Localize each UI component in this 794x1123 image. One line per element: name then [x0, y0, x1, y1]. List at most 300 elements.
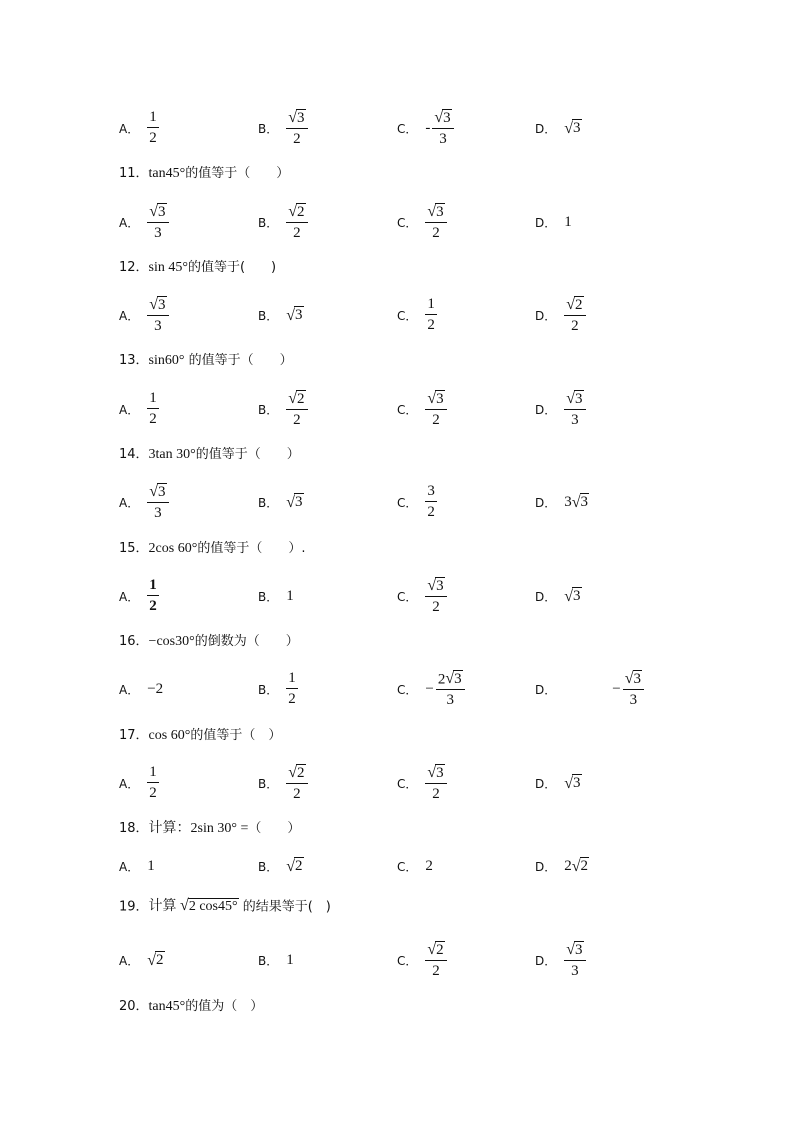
- denominator: 2: [571, 318, 579, 335]
- radical-sign-icon: √: [286, 306, 296, 324]
- radical-sign-icon: √: [288, 109, 298, 127]
- option-value: [147, 578, 159, 614]
- answer-option[interactable]: [119, 200, 169, 244]
- option-row: [0, 480, 794, 524]
- coefficient: 3: [564, 493, 572, 510]
- option-label: C．: [397, 308, 418, 323]
- answer-option[interactable]: [119, 387, 159, 431]
- answer-option[interactable]: [119, 480, 169, 524]
- square-root: [286, 306, 303, 324]
- question-stem: [119, 446, 300, 464]
- numerator: [425, 390, 446, 411]
- radicand: 2: [580, 858, 589, 875]
- denominator: 3: [154, 505, 162, 522]
- question-stem: [119, 633, 299, 651]
- answer-option[interactable]: [119, 667, 163, 711]
- option-value: [286, 671, 298, 707]
- denominator: 2: [432, 225, 440, 242]
- numerator: [436, 670, 465, 691]
- denominator: 3: [629, 692, 638, 709]
- radicand: 3: [297, 109, 305, 126]
- radical-sign-icon: √: [434, 109, 444, 127]
- option-value: [147, 951, 164, 969]
- denominator: 2: [293, 786, 301, 803]
- square-root: [564, 774, 581, 792]
- option-row: [0, 574, 794, 618]
- numerator: [286, 764, 307, 785]
- option-value: [286, 764, 307, 803]
- option-value: 1: [147, 857, 155, 874]
- square-root: [566, 296, 583, 314]
- denominator: 3: [571, 963, 579, 980]
- option-value: [147, 110, 159, 146]
- denominator: 2: [149, 785, 157, 801]
- denominator: 2: [149, 411, 157, 427]
- answer-option[interactable]: [535, 293, 586, 337]
- question-number: 14．: [119, 447, 149, 462]
- radical-sign-icon: √: [566, 390, 576, 408]
- answer-option[interactable]: [397, 761, 447, 805]
- radical-sign-icon: √: [288, 203, 298, 221]
- numerator: [425, 941, 446, 962]
- square-root: [427, 390, 444, 408]
- square-root: [566, 941, 583, 959]
- radicand: 2: [297, 390, 305, 407]
- option-value: [425, 484, 437, 520]
- option-label: C．: [397, 589, 418, 604]
- question-stem: [119, 259, 276, 277]
- radicand: 3: [295, 307, 303, 324]
- square-root: [286, 857, 303, 875]
- radical-sign-icon: √: [180, 897, 189, 915]
- coefficient: 计算: [148, 899, 181, 915]
- question-stem: [119, 998, 263, 1016]
- question-expression: tan45°: [148, 999, 186, 1014]
- radical-sign-icon: √: [149, 296, 158, 314]
- numerator: 1: [147, 110, 159, 128]
- answer-option[interactable]: [535, 844, 589, 888]
- option-value: [425, 203, 446, 242]
- option-label: C．: [397, 495, 418, 510]
- option-label: A．: [119, 402, 140, 417]
- numerator: [286, 390, 307, 411]
- question-text: 的值等于（ ）: [185, 166, 290, 181]
- option-label: C．: [397, 121, 418, 136]
- answer-option[interactable]: [535, 480, 589, 524]
- fraction: [286, 390, 307, 429]
- fraction: [564, 941, 585, 980]
- option-value: [147, 765, 159, 801]
- question-stem: [119, 727, 281, 745]
- numerator: [286, 109, 307, 130]
- option-value: −2: [147, 680, 164, 697]
- option-value: [564, 390, 585, 429]
- square-root: [286, 493, 303, 511]
- numerator: [432, 109, 453, 130]
- fraction: [147, 391, 159, 427]
- option-label: B．: [258, 953, 279, 968]
- question-stem: [119, 820, 300, 838]
- question-text: 的值等于（ ）: [195, 447, 300, 462]
- radicand: 2: [295, 858, 303, 875]
- denominator: 3: [571, 412, 579, 429]
- radical-sign-icon: √: [147, 951, 156, 969]
- square-root: [572, 493, 589, 511]
- option-row: [0, 938, 794, 982]
- fraction: [425, 297, 437, 333]
- option-label: A．: [119, 215, 140, 230]
- fraction: [425, 390, 446, 429]
- fraction: [147, 110, 159, 146]
- square-root: [445, 670, 462, 688]
- option-value: [564, 493, 589, 511]
- question-text: 的结果等于( ): [238, 899, 331, 915]
- question-text: （ ）: [248, 821, 301, 836]
- radicand: 2 cos45°: [188, 899, 238, 914]
- option-label: D．: [535, 682, 557, 697]
- option-value: [286, 493, 303, 511]
- sign: −: [425, 680, 434, 697]
- square-root: [427, 203, 444, 221]
- denominator: 2: [149, 130, 157, 146]
- answer-option[interactable]: [119, 106, 159, 150]
- option-label: B．: [258, 589, 279, 604]
- option-value: [612, 670, 644, 709]
- answer-option[interactable]: [258, 667, 298, 711]
- answer-option[interactable]: [397, 844, 433, 888]
- fraction: [425, 484, 437, 520]
- radical-sign-icon: √: [288, 390, 298, 408]
- radicand: 3: [573, 775, 581, 792]
- question-number: 19．: [119, 899, 149, 915]
- option-label: C．: [397, 682, 418, 697]
- option-label: A．: [119, 953, 140, 968]
- option-label: D．: [535, 495, 557, 510]
- radicand: 2: [156, 952, 164, 969]
- answer-option[interactable]: [397, 574, 447, 618]
- option-label: B．: [258, 776, 279, 791]
- sign: -: [425, 119, 431, 136]
- option-value: [425, 764, 446, 803]
- question-text: 的值等于（ ）.: [197, 541, 306, 556]
- question-expression: tan45°: [148, 166, 186, 181]
- option-label: D．: [535, 121, 557, 136]
- fraction: [147, 765, 159, 801]
- option-value: [564, 587, 581, 605]
- radical-sign-icon: √: [564, 587, 574, 605]
- square-root: [180, 898, 239, 914]
- option-label: C．: [397, 859, 418, 874]
- radical-sign-icon: √: [564, 774, 574, 792]
- radicand: 3: [436, 577, 444, 594]
- option-value: 1: [286, 587, 294, 604]
- option-label: A．: [119, 495, 140, 510]
- answer-option[interactable]: [258, 293, 304, 337]
- option-label: D．: [535, 953, 557, 968]
- option-label: B．: [258, 121, 279, 136]
- denominator: 2: [432, 412, 440, 429]
- option-label: B．: [258, 402, 279, 417]
- answer-option[interactable]: [535, 761, 582, 805]
- option-label: A．: [119, 308, 140, 323]
- sign: −: [612, 680, 621, 697]
- answer-option[interactable]: [258, 480, 304, 524]
- question-text: 的值等于（ ）: [184, 353, 293, 368]
- fraction: [147, 296, 168, 335]
- option-row: [0, 387, 794, 431]
- option-label: D．: [535, 308, 557, 323]
- option-label: A．: [119, 589, 140, 604]
- radicand: 2: [575, 296, 583, 313]
- fraction: [286, 109, 307, 148]
- numerator: 1: [147, 578, 159, 596]
- question-number: 18．: [119, 821, 149, 836]
- denominator: 2: [149, 598, 157, 614]
- answer-option[interactable]: [258, 761, 308, 805]
- square-root: [149, 483, 166, 501]
- question-expression: −cos30°: [148, 634, 195, 649]
- fraction: [623, 670, 644, 709]
- radicand: 3: [454, 670, 462, 687]
- question-expression: sin60°: [148, 353, 185, 368]
- question-number: 12．: [119, 260, 149, 275]
- radical-sign-icon: √: [149, 203, 158, 221]
- radicand: 3: [295, 494, 303, 511]
- denominator: 2: [293, 225, 301, 242]
- fraction: [147, 483, 168, 522]
- option-row: [0, 667, 794, 711]
- radicand: 3: [436, 764, 444, 781]
- answer-option[interactable]: [119, 938, 165, 982]
- option-label: B．: [258, 682, 279, 697]
- square-root: [288, 764, 305, 782]
- square-root: [149, 296, 166, 314]
- option-label: B．: [258, 215, 279, 230]
- numerator: 3: [425, 484, 437, 502]
- numerator: [147, 483, 168, 504]
- square-root: [427, 941, 444, 959]
- fraction: [286, 203, 307, 242]
- numerator: 1: [147, 765, 159, 783]
- answer-option[interactable]: [397, 106, 454, 150]
- fraction: [147, 203, 168, 242]
- answer-option[interactable]: [535, 106, 582, 150]
- question-expression: [149, 899, 239, 914]
- answer-option[interactable]: [397, 938, 447, 982]
- option-label: A．: [119, 682, 140, 697]
- question-text: 的值等于( ): [187, 260, 277, 275]
- denominator: 2: [432, 963, 440, 980]
- option-label: C．: [397, 776, 418, 791]
- numerator: 1: [425, 297, 437, 315]
- radical-sign-icon: √: [286, 857, 296, 875]
- answer-option[interactable]: [119, 293, 169, 337]
- radicand: 3: [633, 670, 641, 687]
- option-value: [286, 390, 307, 429]
- radical-sign-icon: √: [149, 483, 158, 501]
- option-label: B．: [258, 859, 279, 874]
- denominator: 3: [446, 692, 454, 709]
- question-stem: [119, 540, 305, 558]
- option-value: [147, 391, 159, 427]
- option-value: [425, 390, 446, 429]
- radicand: 3: [575, 941, 583, 958]
- fraction: [147, 578, 159, 614]
- square-root: [566, 390, 583, 408]
- radical-sign-icon: √: [445, 670, 455, 688]
- option-value: [564, 774, 581, 792]
- answer-option[interactable]: [119, 844, 155, 888]
- square-root: [625, 670, 642, 688]
- radical-sign-icon: √: [566, 296, 576, 314]
- option-label: C．: [397, 953, 418, 968]
- square-root: [147, 951, 164, 969]
- square-root: [572, 857, 589, 875]
- question-number: 17．: [119, 728, 149, 743]
- radicand: 3: [158, 203, 166, 220]
- option-row: [0, 761, 794, 805]
- radical-sign-icon: √: [566, 941, 576, 959]
- radical-sign-icon: √: [571, 493, 581, 511]
- option-label: B．: [258, 308, 279, 323]
- denominator: 2: [427, 504, 435, 520]
- option-label: D．: [535, 215, 557, 230]
- fraction: [432, 109, 453, 148]
- option-value: 1: [286, 951, 294, 968]
- option-value: [425, 109, 453, 148]
- square-root: [434, 109, 451, 127]
- radicand: 3: [575, 390, 583, 407]
- denominator: 3: [439, 131, 447, 148]
- option-label: D．: [535, 589, 557, 604]
- option-value: [425, 297, 437, 333]
- question-expression: 3tan 30°: [148, 447, 196, 462]
- option-label: A．: [119, 121, 140, 136]
- numerator: [147, 296, 168, 317]
- radicand: 3: [158, 483, 166, 500]
- option-label: C．: [397, 402, 418, 417]
- option-value: [425, 941, 446, 980]
- option-value: [564, 119, 581, 137]
- square-root: [427, 764, 444, 782]
- answer-option[interactable]: [258, 106, 308, 150]
- numerator: [147, 203, 168, 224]
- question-text: 的值为（ ）: [185, 999, 264, 1014]
- option-value: [147, 483, 168, 522]
- denominator: 2: [293, 412, 301, 429]
- radicand: 3: [573, 120, 581, 137]
- radicand: 3: [158, 296, 166, 313]
- question-text: 的值等于（ ）: [190, 728, 282, 743]
- radicand: 3: [443, 109, 451, 126]
- answer-option[interactable]: [535, 938, 586, 982]
- radical-sign-icon: √: [427, 941, 437, 959]
- option-value: [425, 670, 464, 709]
- fraction: [286, 671, 298, 707]
- denominator: 2: [293, 131, 301, 148]
- answer-option[interactable]: [535, 387, 586, 431]
- fraction: [564, 296, 585, 335]
- answer-option[interactable]: [535, 200, 572, 244]
- option-row: [0, 844, 794, 888]
- denominator: 2: [432, 786, 440, 803]
- question-expression: cos 60°: [148, 728, 191, 743]
- fraction: [564, 390, 585, 429]
- answer-option[interactable]: [119, 574, 159, 618]
- numerator: 1: [147, 391, 159, 409]
- answer-option[interactable]: [119, 761, 159, 805]
- answer-option[interactable]: [397, 667, 465, 711]
- option-value: [147, 203, 168, 242]
- radical-sign-icon: √: [427, 203, 437, 221]
- answer-option[interactable]: [258, 844, 304, 888]
- square-root: [564, 119, 581, 137]
- option-label: B．: [258, 495, 279, 510]
- radicand: 3: [573, 588, 581, 605]
- option-label: C．: [397, 215, 418, 230]
- question-number: 13．: [119, 353, 149, 368]
- option-value: [147, 296, 168, 335]
- answer-option[interactable]: [258, 200, 308, 244]
- radicand: 3: [436, 390, 444, 407]
- denominator: 3: [154, 318, 162, 335]
- answer-option[interactable]: [258, 574, 294, 618]
- option-value: [564, 296, 585, 335]
- numerator: [564, 390, 585, 411]
- square-root: [288, 109, 305, 127]
- numerator: [286, 203, 307, 224]
- option-value: 2: [425, 857, 433, 874]
- radicand: 2: [297, 764, 305, 781]
- fraction: [286, 764, 307, 803]
- answer-option[interactable]: [397, 387, 447, 431]
- option-label: A．: [119, 776, 140, 791]
- coefficient: 2: [437, 671, 446, 688]
- radical-sign-icon: √: [564, 119, 574, 137]
- denominator: 3: [154, 225, 162, 242]
- denominator: 2: [432, 599, 440, 616]
- question-number: 15．: [119, 541, 149, 556]
- question-number: 16．: [119, 634, 149, 649]
- answer-option[interactable]: [258, 938, 294, 982]
- option-label: D．: [535, 776, 557, 791]
- question-number: 11．: [119, 166, 149, 181]
- answer-option[interactable]: [258, 387, 308, 431]
- option-value: [425, 577, 446, 616]
- denominator: 2: [288, 691, 296, 707]
- radical-sign-icon: √: [571, 857, 581, 875]
- radical-sign-icon: √: [624, 670, 634, 688]
- radicand: 2: [436, 941, 444, 958]
- question-expression: 2cos 60°: [148, 541, 198, 556]
- square-root: [288, 203, 305, 221]
- option-value: [286, 306, 303, 324]
- numerator: 1: [286, 671, 298, 689]
- fraction: [425, 941, 446, 980]
- answer-option[interactable]: [397, 480, 437, 524]
- fraction: [436, 670, 465, 709]
- question-expression: 计算：2sin 30° =: [148, 821, 249, 836]
- option-value: [564, 941, 585, 980]
- option-value: [286, 857, 303, 875]
- question-stem: [119, 352, 293, 370]
- answer-option[interactable]: [397, 200, 447, 244]
- answer-option[interactable]: [397, 293, 437, 337]
- option-value: [286, 203, 307, 242]
- radicand: 3: [436, 203, 444, 220]
- answer-option[interactable]: [535, 667, 644, 711]
- answer-option[interactable]: [535, 574, 582, 618]
